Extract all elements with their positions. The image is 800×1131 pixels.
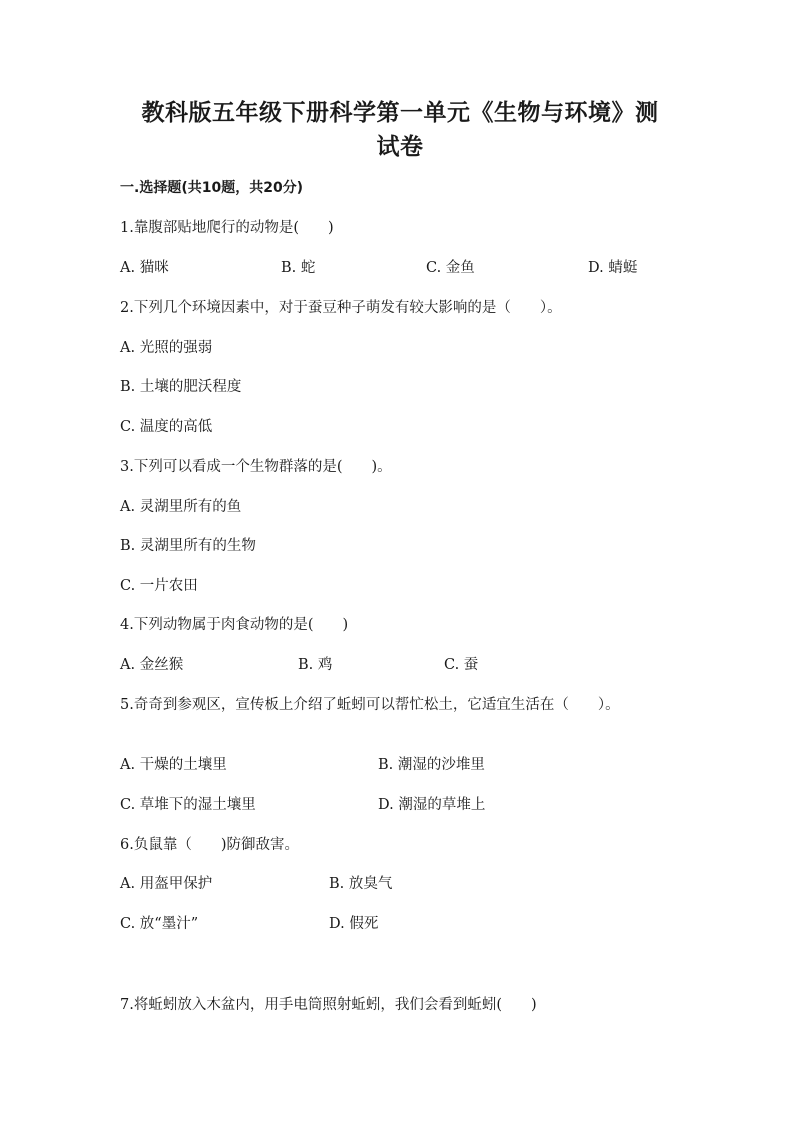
section-heading: 一.选择题(共10题，共20分) (120, 180, 304, 196)
question-7-stem: 7.将蚯蚓放入木盆内，用手电筒照射蚯蚓，我们会看到蚯蚓( ) (120, 997, 537, 1013)
page-title (120, 96, 680, 164)
question-4-option-a: A. 金丝猴 (120, 657, 184, 673)
question-1-option-d: D. 蜻蜓 (588, 260, 638, 276)
question-5-option-d: D. 潮湿的草堆上 (378, 797, 486, 813)
question-5-option-a: A. 干燥的土壤里 (120, 757, 227, 773)
question-6-option-d: D. 假死 (329, 916, 379, 932)
question-5-stem: 5.奇奇到参观区，宣传板上介绍了蚯蚓可以帮忙松土，它适宜生活在（ ）。 (120, 697, 620, 713)
question-2-option-c: C. 温度的高低 (120, 419, 213, 435)
question-3-stem: 3.下列可以看成一个生物群落的是( )。 (120, 459, 392, 475)
question-3-option-a: A. 灵湖里所有的鱼 (120, 499, 242, 515)
question-2-option-a: A. 光照的强弱 (120, 340, 213, 356)
question-2-option-b: B. 土壤的肥沃程度 (120, 379, 242, 395)
question-4-option-c: C. 蚕 (444, 657, 479, 673)
question-6-option-b: B. 放臭气 (329, 876, 393, 892)
question-2-stem: 2.下列几个环境因素中，对于蚕豆种子萌发有较大影响的是（ ）。 (120, 300, 562, 316)
question-4-option-b: B. 鸡 (298, 657, 333, 673)
question-5-option-b: B. 潮湿的沙堆里 (378, 757, 485, 773)
question-1-stem: 1.靠腹部贴地爬行的动物是( ) (120, 220, 334, 236)
question-3-option-b: B. 灵湖里所有的生物 (120, 538, 256, 554)
question-5-option-c: C. 草堆下的湿土壤里 (120, 797, 256, 813)
question-1-option-b: B. 蛇 (281, 260, 316, 276)
question-1-option-c: C. 金鱼 (426, 260, 475, 276)
question-1-option-a: A. 猫咪 (120, 260, 169, 276)
question-3-option-c: C. 一片农田 (120, 578, 198, 594)
question-6-option-a: A. 用盔甲保护 (120, 876, 213, 892)
question-6-option-c: C. 放“墨汁” (120, 916, 199, 932)
question-4-stem: 4.下列动物属于肉食动物的是( ) (120, 617, 349, 633)
title-line-2: 试卷 (376, 134, 424, 160)
question-6-stem: 6.负鼠靠（ )防御敌害。 (120, 837, 299, 853)
title-line-1: 教科版五年级下册科学第一单元《生物与环境》测 (141, 100, 659, 126)
